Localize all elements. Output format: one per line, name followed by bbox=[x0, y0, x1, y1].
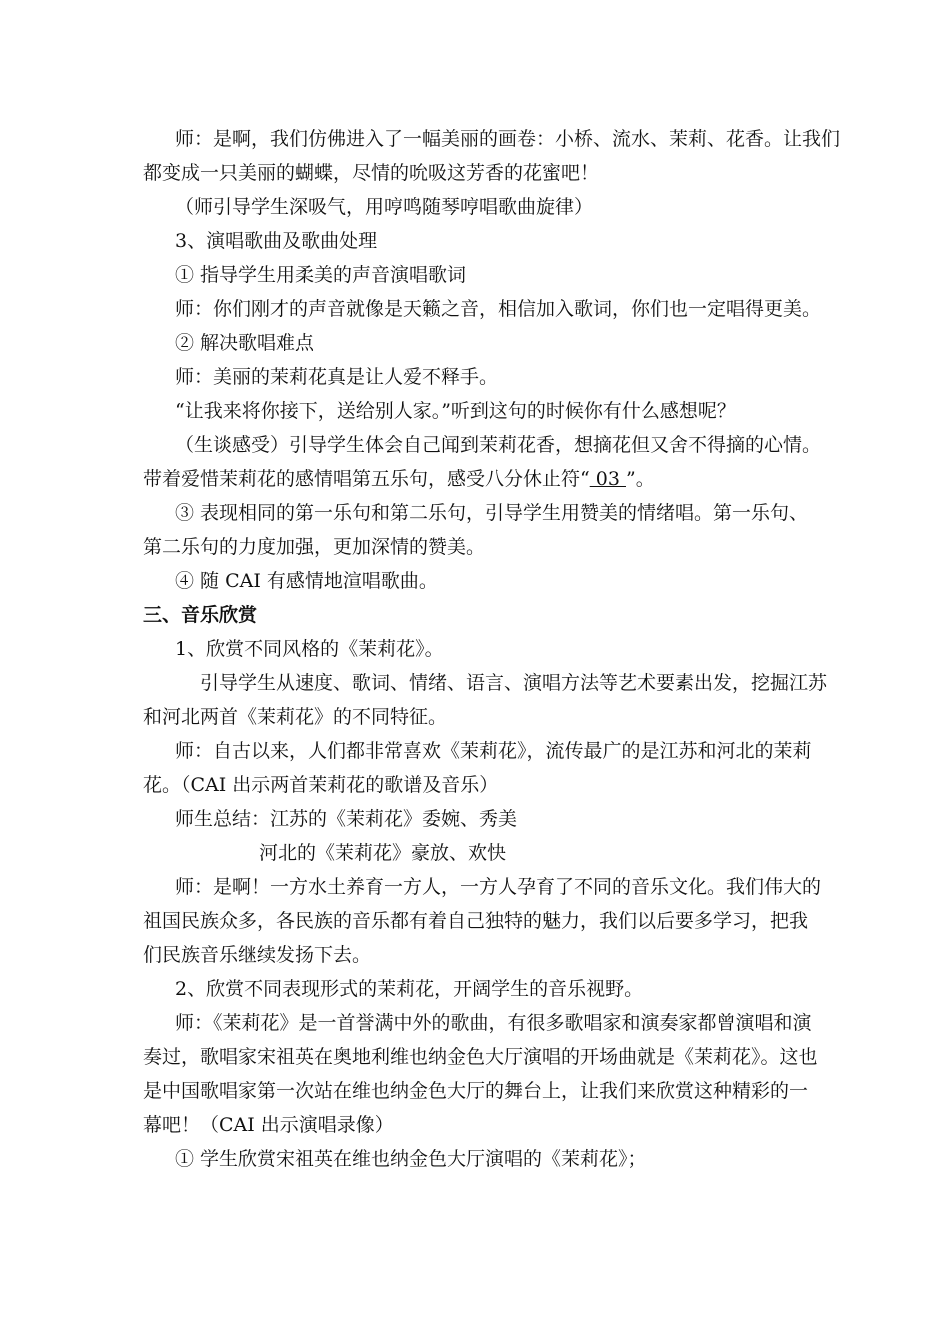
text-span: ”。 bbox=[625, 468, 655, 490]
text-line: ② 解决歌唱难点 bbox=[175, 332, 315, 354]
text-line bbox=[143, 467, 655, 491]
text-line: 师：《茉莉花》是一首誉满中外的歌曲，有很多歌唱家和演奏家都曾演唱和演 bbox=[175, 1012, 812, 1034]
text-span: 带着爱惜茉莉花的感情唱第五乐句，感受八分休止符“ bbox=[143, 468, 590, 490]
text-line: （生谈感受）引导学生体会自己闻到茉莉花香，想摘花但又舍不得摘的心情。 bbox=[175, 434, 822, 456]
text-line: 师：是啊！一方水土养育一方人，一方人孕育了不同的音乐文化。我们伟大的 bbox=[175, 876, 822, 898]
text-line: 幕吧！（CAI 出示演唱录像） bbox=[143, 1114, 394, 1136]
text-line: （师引导学生深吸气，用哼鸣随琴哼唱歌曲旋律） bbox=[175, 196, 594, 218]
text-line: 祖国民族众多，各民族的音乐都有着自己独特的魅力，我们以后要多学习，把我 bbox=[143, 910, 809, 932]
text-line: 是中国歌唱家第一次站在维也纳金色大厅的舞台上，让我们来欣赏这种精彩的一 bbox=[143, 1080, 809, 1102]
text-line: 师：是啊，我们仿佛进入了一幅美丽的画卷：小桥、流水、茉莉、花香。让我们 bbox=[175, 128, 841, 150]
text-line: 师：你们刚才的声音就像是天籁之音，相信加入歌词，你们也一定唱得更美。 bbox=[175, 298, 822, 320]
text-line: 都变成一只美丽的蝴蝶，尽情的吮吸这芳香的花蜜吧！ bbox=[143, 162, 600, 184]
text-line: ③ 表现相同的第一乐句和第二乐句，引导学生用赞美的情绪唱。第一乐句、 bbox=[175, 502, 809, 524]
rest-symbol-underlined: 03 bbox=[589, 468, 626, 490]
text-line: ① 学生欣赏宋祖英在维也纳金色大厅演唱的《茉莉花》； bbox=[175, 1148, 647, 1170]
text-line: “让我来将你接下，送给别人家。”听到这句的时候你有什么感想呢？ bbox=[175, 400, 736, 422]
text-line: 奏过，歌唱家宋祖英在奥地利维也纳金色大厅演唱的开场曲就是《茉莉花》。这也 bbox=[143, 1046, 818, 1068]
text-line: 们民族音乐继续发扬下去。 bbox=[143, 944, 372, 966]
section-heading: 三、音乐欣赏 bbox=[143, 604, 258, 626]
text-line: 花。（CAI 出示两首茉莉花的歌谱及音乐） bbox=[143, 774, 499, 796]
text-line: 第二乐句的力度加强，更加深情的赞美。 bbox=[143, 536, 486, 558]
text-line: 和河北两首《茉莉花》的不同特征。 bbox=[143, 706, 448, 728]
text-line: 河北的《茉莉花》豪放、欢快 bbox=[259, 842, 507, 864]
text-line: ④ 随 CAI 有感情地渲唱歌曲。 bbox=[175, 570, 438, 592]
text-line: 师生总结：江苏的《茉莉花》委婉、秀美 bbox=[175, 808, 518, 830]
text-line: 师：美丽的茉莉花真是让人爱不释手。 bbox=[175, 366, 499, 388]
text-line: 3、演唱歌曲及歌曲处理 bbox=[175, 230, 378, 252]
text-line: 引导学生从速度、歌词、情绪、语言、演唱方法等艺术要素出发，挖掘江苏 bbox=[200, 672, 828, 694]
text-line: 师：自古以来，人们都非常喜欢《茉莉花》，流传最广的是江苏和河北的茉莉 bbox=[175, 740, 812, 762]
text-line: ① 指导学生用柔美的声音演唱歌词 bbox=[175, 264, 467, 286]
text-line: 1、欣赏不同风格的《茉莉花》。 bbox=[175, 638, 444, 660]
text-line: 2、欣赏不同表现形式的茉莉花，开阔学生的音乐视野。 bbox=[175, 978, 644, 1000]
